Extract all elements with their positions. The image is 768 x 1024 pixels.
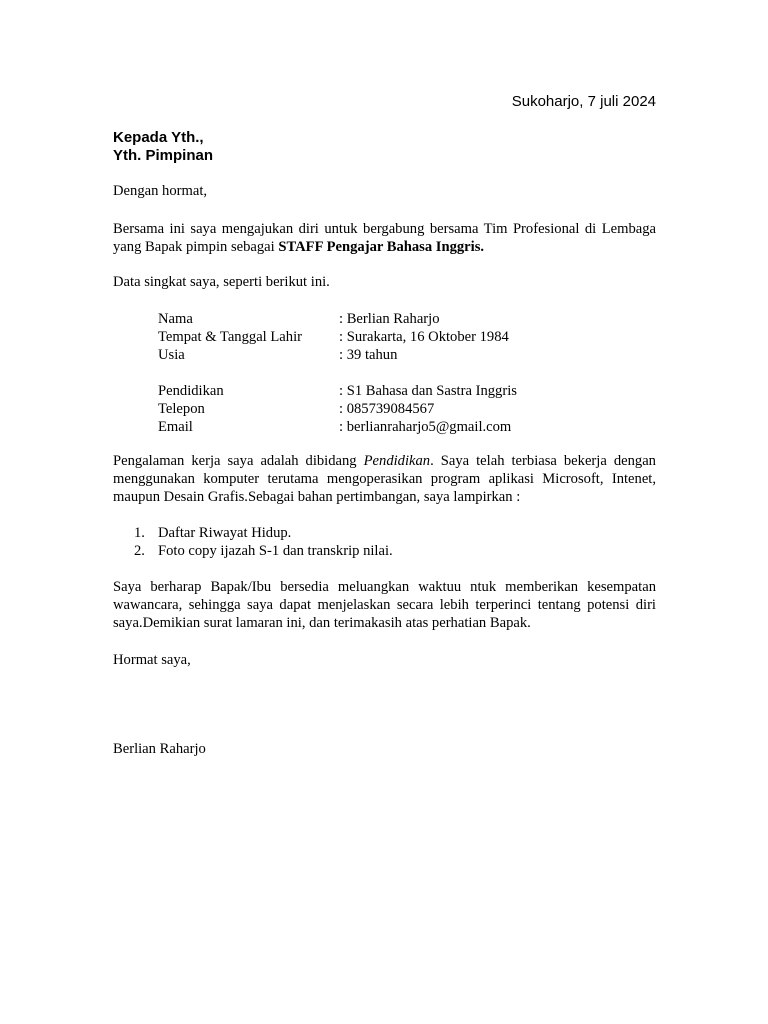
list-item — [113, 524, 393, 542]
name-value: : Berlian Raharjo — [339, 311, 440, 327]
data-row-birth — [158, 328, 517, 346]
phone-label: Telepon — [158, 401, 205, 417]
experience-paragraph — [113, 452, 656, 506]
recipient-block — [113, 129, 213, 165]
salutation: Dengan hormat, — [113, 183, 208, 199]
data-row-email — [158, 418, 517, 436]
data-row-name — [158, 310, 517, 328]
signatory-name: Berlian Raharjo — [113, 741, 206, 757]
data-row-spacer — [158, 364, 517, 382]
recipient-line-2: Yth. Pimpinan — [113, 147, 214, 164]
email-value: : berlianraharjo5@gmail.com — [339, 419, 512, 435]
age-label: Usia — [158, 347, 185, 363]
experience-prefix: Pengalaman kerja saya adalah dibidang — [113, 453, 364, 469]
data-row-phone — [158, 400, 517, 418]
email-label: Email — [158, 419, 193, 435]
education-label: Pendidikan — [158, 383, 224, 399]
phone-value: : 085739084567 — [339, 401, 435, 417]
education-value: : S1 Bahasa dan Sastra Inggris — [339, 383, 517, 399]
data-row-education — [158, 382, 517, 400]
attachment-list — [113, 524, 393, 560]
list-item-text: Daftar Riwayat Hidup. — [158, 525, 292, 541]
personal-data-table — [158, 310, 517, 436]
recipient-line-1: Kepada Yth., — [113, 129, 204, 146]
name-label: Nama — [158, 311, 193, 327]
closing-paragraph: Saya berharap Bapak/Ibu bersedia meluangkan waktuu ntuk memberikan kesempatan wawancara, sehingga saya dapat menjelaskan secara lebih terperinci tentang potensi diri saya.Demikian surat lamaran ini, dan terimakasih atas perhatian Bapak. — [113, 579, 656, 631]
birth-label: Tempat & Tanggal Lahir — [158, 329, 302, 345]
data-intro: Data singkat saya, seperti berikut ini. — [113, 274, 330, 290]
list-item — [113, 542, 393, 560]
birth-value: : Surakarta, 16 Oktober 1984 — [339, 329, 509, 345]
list-item-text: Foto copy ijazah S-1 dan transkrip nilai. — [158, 543, 393, 559]
list-item-number: 1. — [134, 525, 145, 541]
intro-text: Bersama ini saya mengajukan diri untuk bergabung bersama Tim Profesional di Lembaga yang Bapak pimpin sebagai — [113, 221, 656, 255]
experience-suffix: . Saya telah terbiasa bekerja dengan menggunakan komputer terutama mengoperasikan program aplikasi Microsoft, Intenet, maupun Desain Grafis.Sebagai bahan pertimbangan, saya lampirkan : — [113, 453, 656, 505]
intro-paragraph — [113, 220, 656, 256]
data-row-age — [158, 346, 517, 364]
sign-off: Hormat saya, — [113, 652, 191, 668]
list-item-number: 2. — [134, 543, 145, 559]
age-value: : 39 tahun — [339, 347, 398, 363]
experience-field: Pendidikan — [363, 453, 431, 469]
intro-position: STAFF Pengajar Bahasa Inggris. — [278, 239, 485, 255]
letter-date: Sukoharjo, 7 juli 2024 — [511, 93, 656, 110]
